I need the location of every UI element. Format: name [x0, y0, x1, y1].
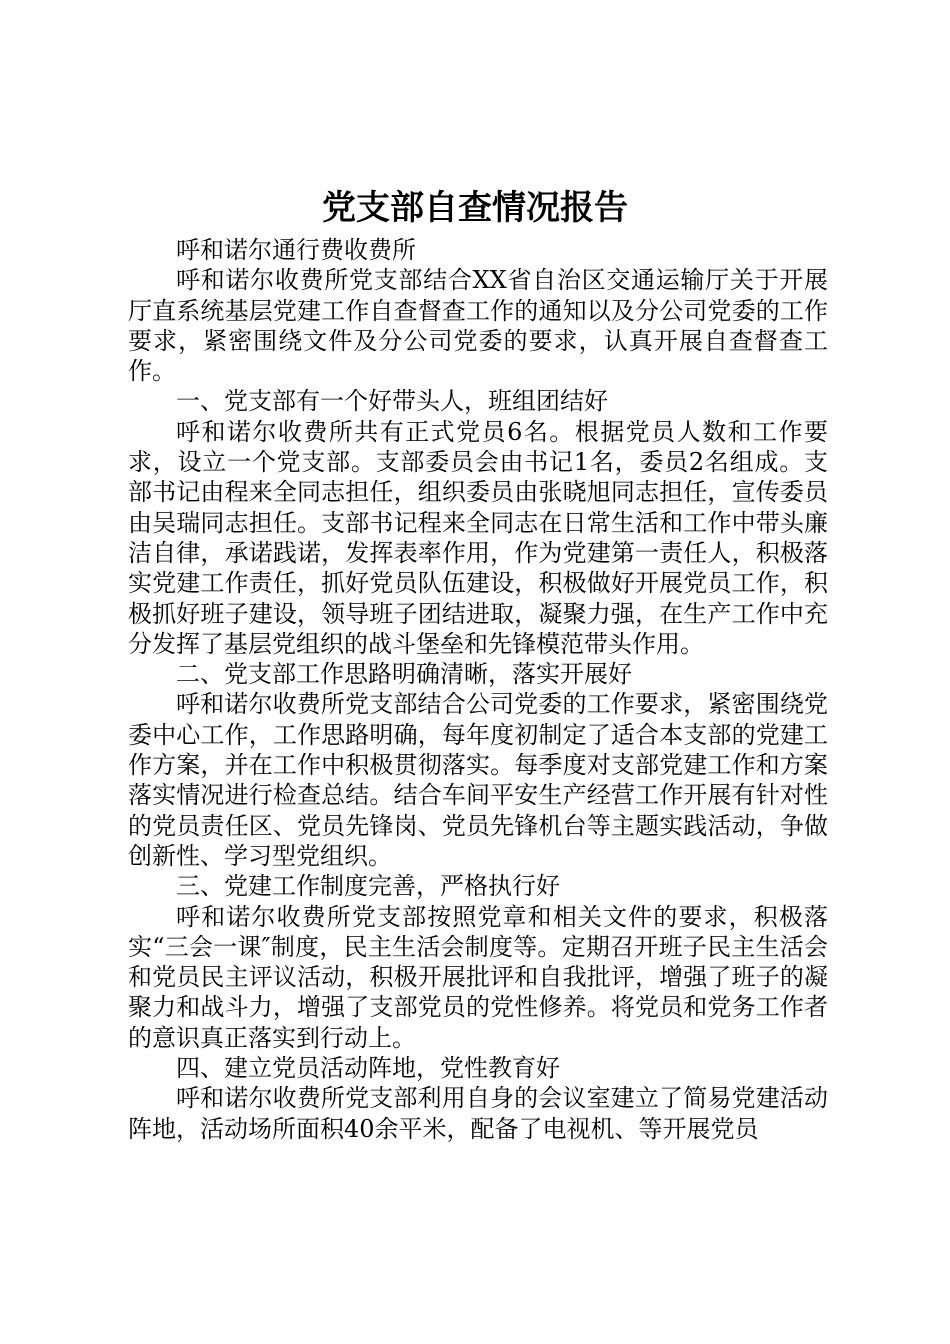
- section-paragraph-3: 呼和诺尔收费所党支部按照党章和相关文件的要求，积极落实“三会一课″制度，民主生活会制度等。定期召开班子民主生活会和党员民主评议活动，积极开展批评和自我批评，增强了班子的凝聚力和战斗力，增强了支部党员的党性修养。将党员和党务工作者的意识真正落实到行动上。: [128, 902, 828, 1052]
- section-heading-1: 一、党支部有一个好带头人，班组团结好: [176, 387, 608, 416]
- section-paragraph-1: 呼和诺尔收费所共有正式党员6名。根据党员人数和工作要求，设立一个党支部。支部委员会由书记1名，委员2名组成。支部书记由程来全同志担任，组织委员由张晓旭同志担任，宣传委员由吴瑞同志担任。支部书记程来全同志在日常生活和工作中带头廉洁自律，承诺践诺，发挥表率作用，作为党建第一责任人，积极落实党建工作责任，抓好党员队伍建设，积极做好开展党员工作，积极抓好班子建设，领导班子团结进取，凝聚力强，在生产工作中充分发挥了基层党组织的战斗堡垒和先锋模范带头作用。: [128, 417, 828, 658]
- section-paragraph-4: 呼和诺尔收费所党支部利用自身的会议室建立了简易党建活动阵地，活动场所面积40余平米，配备了电视机、等开展党员: [128, 1084, 828, 1143]
- issuer-line: 呼和诺尔通行费收费所: [176, 236, 416, 264]
- intro-paragraph: 呼和诺尔收费所党支部结合XX省自治区交通运输厅关于开展厅直系统基层党建工作自查督查工作的通知以及分公司党委的工作要求，紧密围绕文件及分公司党委的要求，认真开展自查督查工作。: [128, 266, 828, 386]
- section-paragraph-2: 呼和诺尔收费所党支部结合公司党委的工作要求，紧密围绕党委中心工作，工作思路明确，每年度初制定了适合本支部的党建工作方案，并在工作中积极贯彻落实。每季度对支部党建工作和方案落实情况进行检查总结。结合车间平安生产经营工作开展有针对性的党员责任区、党员先锋岗、党员先锋机台等主题实践活动，争做创新性、学习型党组织。: [128, 690, 828, 870]
- document-title: 党支部自查情况报告: [322, 188, 628, 228]
- section-heading-4: 四、建立党员活动阵地，党性教育好: [176, 1054, 560, 1083]
- section-heading-2: 二、党支部工作思路明确清晰，落实开展好: [176, 660, 632, 689]
- document-body: [128, 235, 828, 1144]
- section-heading-3: 三、党建工作制度完善，严格执行好: [176, 872, 560, 901]
